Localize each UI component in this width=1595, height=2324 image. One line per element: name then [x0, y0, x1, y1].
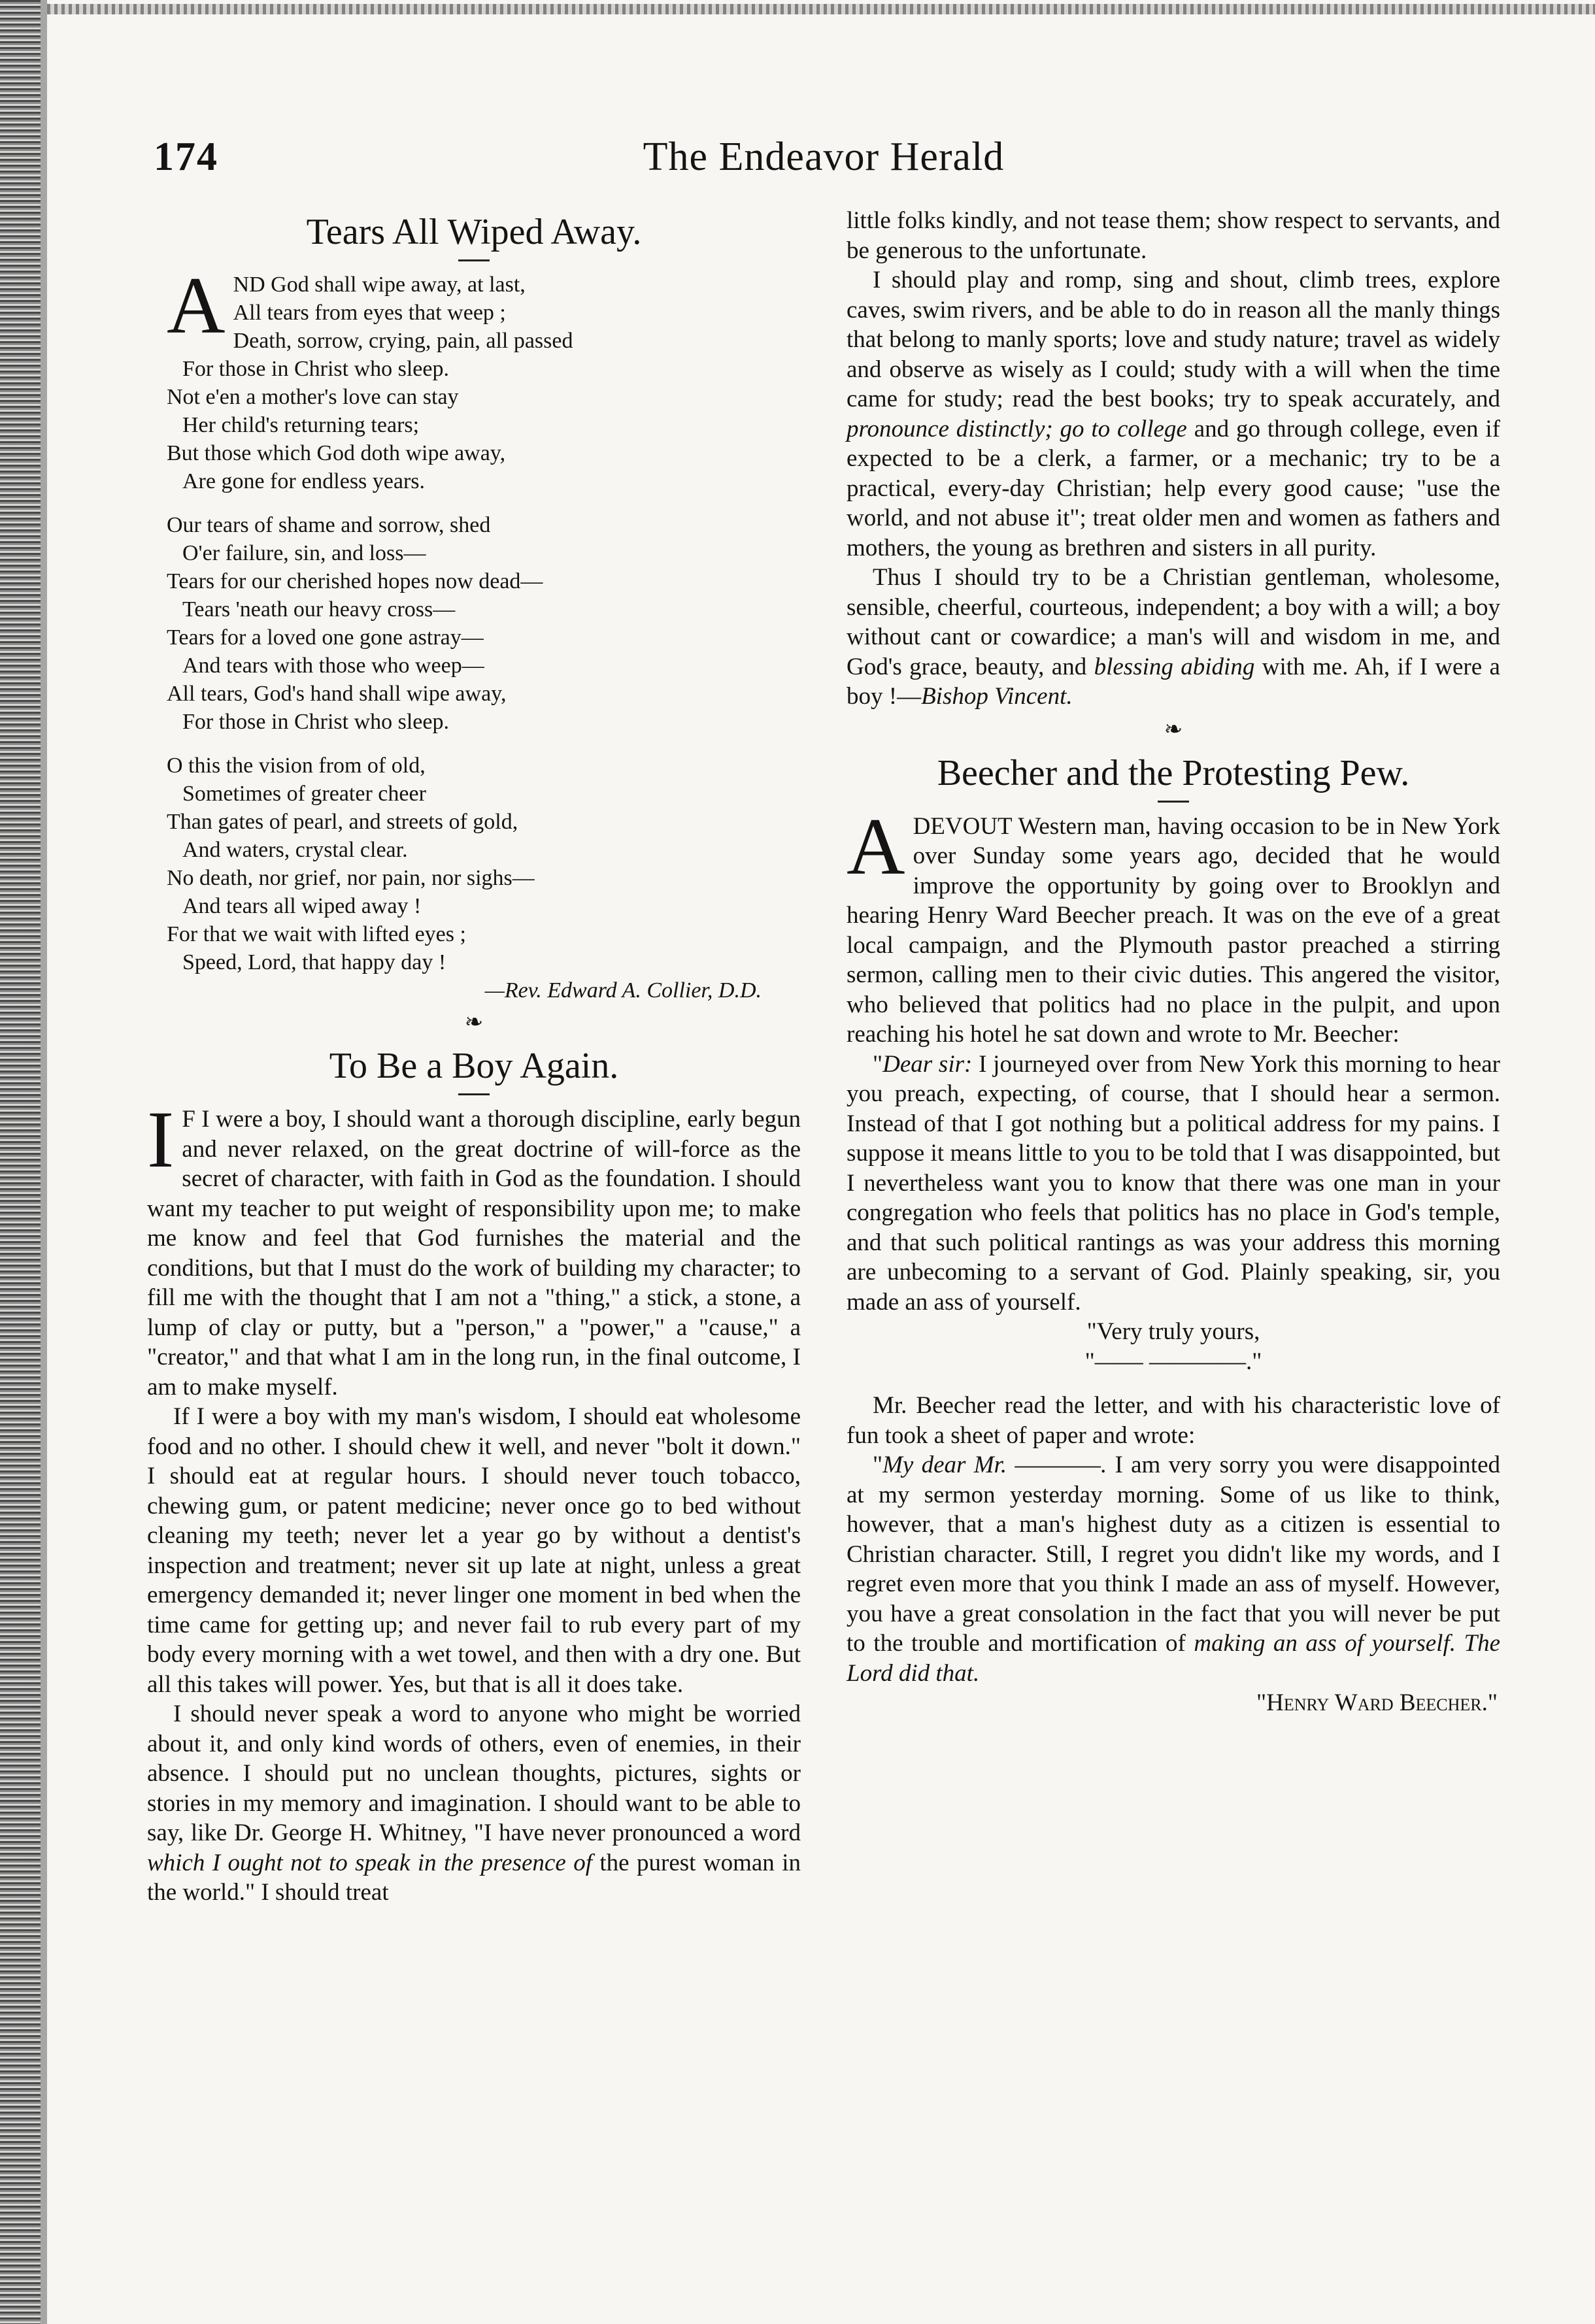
title-rule	[458, 1093, 490, 1095]
poem-title: Tears All Wiped Away.	[306, 212, 642, 252]
paragraph-text: I should play and romp, sing and shout, climb trees, explore caves, swim rivers, and be able to do in reason all the manly things that belong to manly sports; love and study nature; travel as widely and observe as wisely as I could; study with a will when the time came for study; read the best books; try to speak accurately, and	[847, 267, 1500, 412]
article-title: To Be a Boy Again.	[329, 1046, 619, 1086]
page-number: 174	[154, 135, 218, 179]
poem-stanza	[167, 752, 801, 976]
paragraph-text: and go through college, even if expected to be a clerk, a farmer, or a mechanic; try to be a practical, every-day Christian; help every good cause; "use the world, and not abuse it"; treat older men and women as fathers and mothers, the young as brethren and sisters in all purity.	[847, 415, 1500, 561]
paragraph-text: I journeyed over from New York this morning to hear you preach, expecting, of course, that I should hear a sermon. Instead of that I got nothing but a political address for my pains. I suppose it means little to you to be told that I was disappointed, but I nevertheless want you to know that there was one man in your congregation who feels that politics has no place in God's temple, and that such political rantings as was your address this morning are unbecoming to a servant of God. Plainly speaking, sir, you made an ass of yourself.	[847, 1050, 1501, 1316]
poem-line: For that we wait with lifted eyes ;	[167, 922, 466, 946]
poem-line: Death, sorrow, crying, pain, all passed	[233, 329, 573, 353]
letter-salutation: Dear sir:	[882, 1050, 973, 1078]
scan-top-edge	[47, 4, 1595, 14]
drop-cap: A	[167, 261, 226, 350]
letter-signature-blank: "—— ————."	[1084, 1348, 1262, 1375]
drop-cap: A	[847, 801, 905, 891]
ornament-icon: ❧	[1164, 717, 1183, 742]
article-paragraph: little folks kindly, and not tease them; show respect to servants, and be generous to the unfortunate.	[847, 207, 1500, 264]
letter-signature: "Henry Ward Beecher."	[1256, 1689, 1498, 1716]
title-rule	[1158, 801, 1189, 803]
article-paragraph: Mr. Beecher read the letter, and with his characteristic love of fun took a sheet of paper and wrote:	[847, 1392, 1500, 1449]
poem-body	[147, 261, 801, 976]
columns	[147, 206, 1500, 1908]
paragraph-text: with me. Ah, if I were a boy !—	[847, 653, 1500, 710]
poem-line: O this the vision from of old,	[167, 754, 426, 778]
running-head	[147, 127, 1500, 206]
italic-text: which I ought not to speak in the presence of	[147, 1849, 592, 1876]
article-paragraph	[847, 563, 1500, 712]
poem-line: O'er failure, sin, and loss—	[182, 541, 426, 565]
paragraph-text: F I were a boy, I should want a thorough discipline, early begun and never relaxed, on the great doctrine of will-force as the secret of character, with faith in God as the foundation. I should want my teacher to put weight of responsibility upon me; to make me know and feel that God furnishes the material and the conditions, but that I must do the work of building my character; to fill me with the thought that I am not a "thing," a stick, a stone, a lump of clay or putty, but a "person," a "power," a "cause," a "creator," and that what I am in the long run, in the final outcome, I am to make myself.	[147, 1106, 801, 1401]
poem-attribution: —Rev. Edward A. Collier, D.D.	[484, 978, 762, 1003]
poem-line: For those in Christ who sleep.	[182, 357, 449, 381]
poem-line: All tears from eyes that weep ;	[233, 301, 506, 325]
letter-paragraph: "Dear sir: I journeyed over from New York this morning to hear you preach, expecting, of course, that I should hear a sermon. Instead of that I got nothing but a political address for my pains. I suppose it means little to you to be told that I was disappointed, but I nevertheless want you to know that there was one man in your congregation who feels that politics has no place in God's temple, and that such political rantings as was your address this morning are unbecoming to a servant of God. Plainly speaking, sir, you made an ass of yourself.	[847, 1050, 1501, 1316]
poem-line: Than gates of pearl, and streets of gold,	[167, 810, 518, 834]
poem-line: Tears for a loved one gone astray—	[167, 625, 484, 650]
italic-text: making an ass of yourself. The Lord did that.	[847, 1630, 1500, 1687]
article-paragraph	[147, 1095, 801, 1402]
article-title: Beecher and the Protesting Pew.	[937, 752, 1410, 793]
poem-line: Tears for our cherished hopes now dead—	[167, 569, 543, 593]
poem-line: Our tears of shame and sorrow, shed	[167, 513, 491, 537]
poem-line: Not e'en a mother's love can stay	[167, 385, 459, 409]
paragraph-text: Thus I should try to be a Christian gentleman, wholesome, sensible, cheerful, courteous, independent; a boy with a will; a boy without cant or cowardice; a man's will and wisdom in me, and God's grace, beauty, and	[847, 564, 1500, 680]
scan-shadow	[41, 0, 47, 2324]
paragraph-text: I should never speak a word to anyone who might be worried about it, and only kind words of others, even of enemies, in their absence. I should put no unclean thoughts, pictures, sights or stories in my memory and imagination. I should want to be able to say, like Dr. George H. Whitney, "I have never pronounced a word	[147, 1701, 801, 1846]
left-column	[147, 206, 801, 1908]
letter-paragraph: "My dear Mr. ————. I am very sorry you were disappointed at my sermon yesterday morning. Some of us like to think, however, that a man's highest duty as a citizen is essential to Christian character. Still, I regret you didn't like my words, and I regret even more that you think I made an ass of myself. However, you have a great consolation in the fact that you will never be put to the trouble and mortification of making an ass of yourself. The Lord did that.	[847, 1452, 1501, 1687]
poem-line: All tears, God's hand shall wipe away,	[167, 682, 507, 706]
author-signature: Bishop Vincent.	[921, 683, 1073, 710]
poem-line: Are gone for endless years.	[182, 469, 426, 493]
poem-line: But those which God doth wipe away,	[167, 441, 506, 465]
poem-line: No death, nor grief, nor pain, nor sighs—	[167, 866, 535, 890]
scan-binding-edge	[0, 0, 41, 2324]
poem-line: Tears 'neath our heavy cross—	[182, 597, 456, 622]
paragraph-text: DEVOUT Western man, having occasion to be in New York over Sunday some years ago, decided that he would improve the opportunity by going over to Brooklyn and hearing Henry Ward Beecher preach. It was on the eve of a great local campaign, and the Plymouth pastor preached a stirring sermon, calling men to their civic duties. This angered the visitor, who believed that politics had no place in the pulpit, and upon reaching his hotel he sat down and wrote to Mr. Beecher:	[847, 812, 1500, 1048]
poem-stanza	[167, 511, 801, 736]
poem-line: Her child's returning tears;	[182, 413, 420, 437]
italic-text: pronounce distinctly; go to college	[847, 415, 1187, 442]
ornament-icon: ❧	[464, 1010, 484, 1035]
title-rule	[458, 259, 490, 261]
poem-line: And waters, crystal clear.	[182, 838, 408, 862]
letter-closing: "Very truly yours,	[1086, 1318, 1260, 1345]
article-paragraph	[847, 801, 1500, 1050]
poem-line: Sometimes of greater cheer	[182, 782, 426, 806]
article-paragraph	[847, 265, 1500, 563]
italic-text: blessing abiding	[1094, 653, 1255, 680]
poem-line: For those in Christ who sleep.	[182, 710, 449, 734]
right-column	[847, 206, 1500, 1908]
poem-line: Speed, Lord, that happy day !	[182, 950, 446, 974]
poem-line: And tears with those who weep—	[182, 654, 484, 678]
paragraph-text: I am very sorry you were disappointed at my sermon yesterday morning. Some of us like to think, however, that a man's highest duty as a citizen is essential to Christian character. Still, I regret you didn't like my words, and I regret even more that you think I made an ass of myself. However, you have a great consolation in the fact that you will never be put to the trouble and mortification of	[847, 1452, 1501, 1657]
poem-stanza	[167, 261, 801, 495]
article-paragraph: If I were a boy with my man's wisdom, I should eat wholesome food and no other. I should chew it well, and never "bolt it down." I should eat at regular hours. I should never touch tobacco, chewing gum, or patent medicine; never once go to bed without cleaning my teeth; never let a year go by without a dentist's inspection and treatment; never sit up late at night, unless a great emergency demanded it; never linger one moment in bed when the time came for getting up; and never fail to rub every part of my body every morning with a wet towel, and then with a dry one. But all this takes will power. Yes, but that is all it does take.	[147, 1403, 801, 1698]
page	[147, 127, 1500, 2284]
poem-line: And tears all wiped away !	[182, 894, 422, 918]
article-paragraph	[147, 1699, 801, 1908]
drop-cap: I	[147, 1095, 175, 1184]
journal-title: The Endeavor Herald	[643, 135, 1005, 179]
poem-line: ND God shall wipe away, at last,	[233, 273, 526, 297]
letter-salutation: My dear Mr. ————.	[882, 1452, 1107, 1478]
paragraph-text: the purest woman in the world." I should treat	[147, 1849, 801, 1906]
